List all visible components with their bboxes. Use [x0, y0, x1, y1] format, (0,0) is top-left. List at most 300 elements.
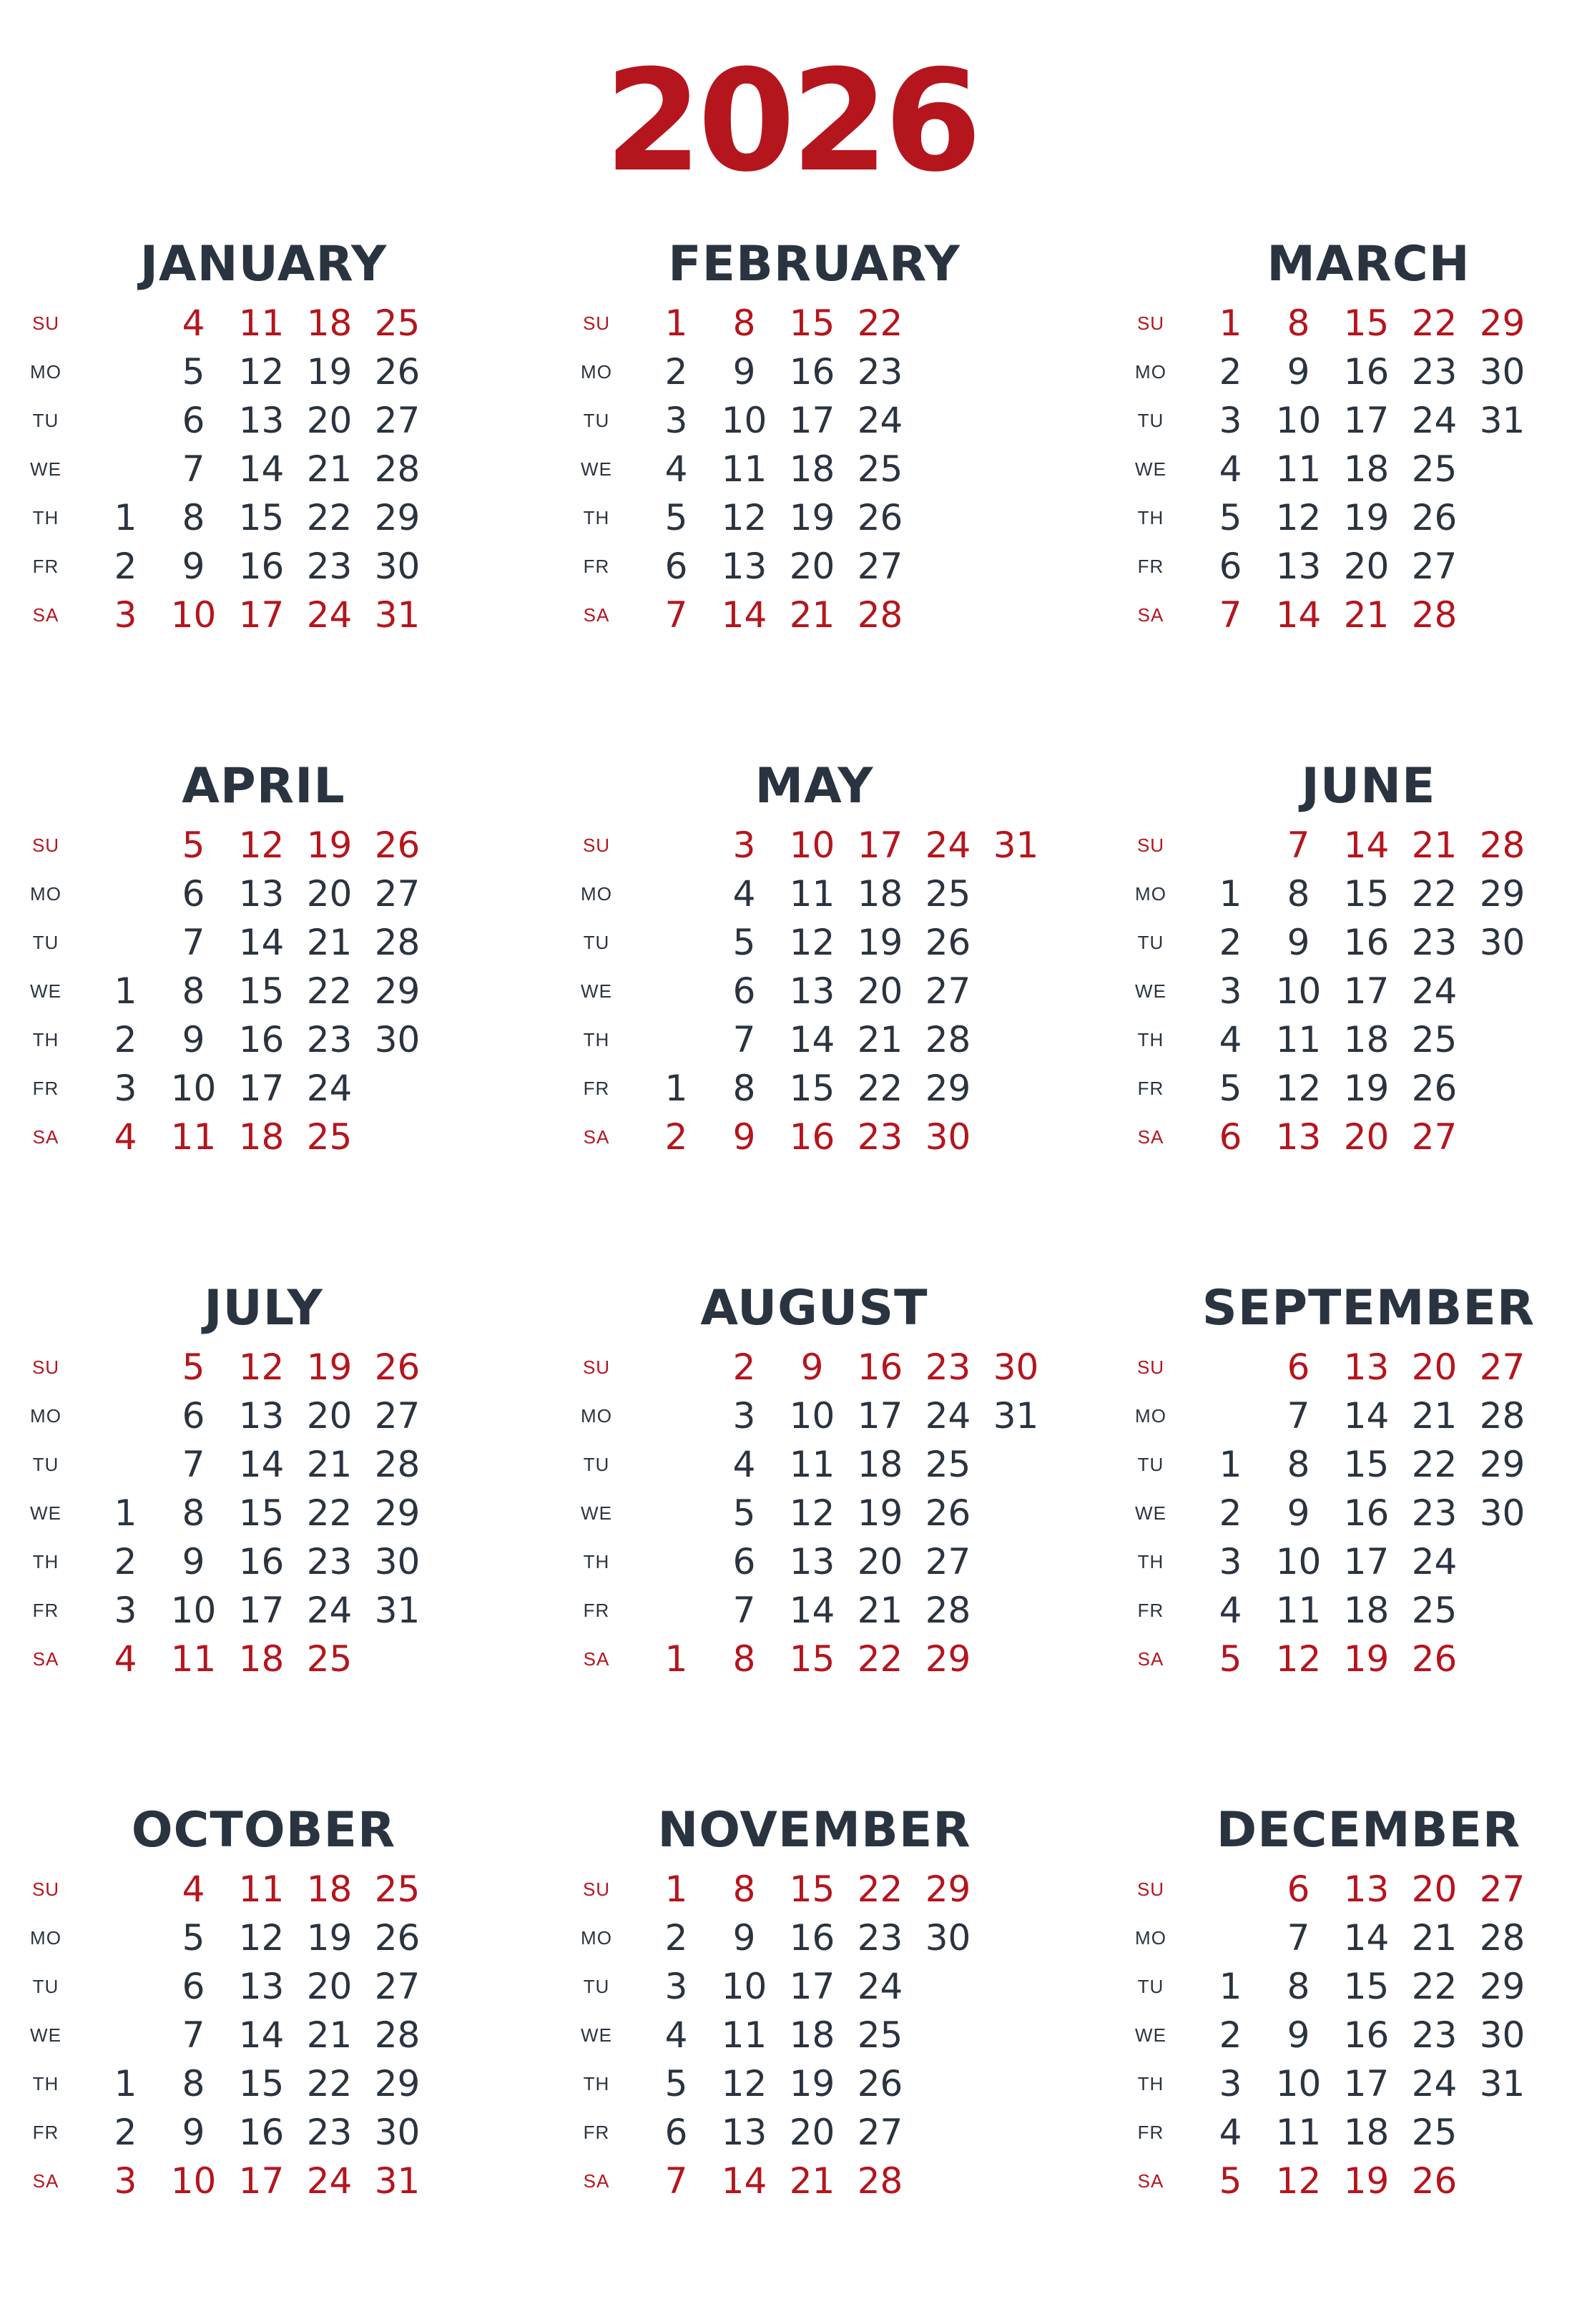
weekday-label: SA — [583, 2170, 610, 2192]
weekday-label: FR — [32, 2121, 59, 2143]
day-number: 10 — [1275, 1541, 1322, 1582]
day-number: 9 — [732, 1917, 756, 1959]
day-number: 20 — [1411, 1346, 1458, 1388]
day-number: 1 — [1219, 302, 1242, 344]
month-april — [0, 758, 527, 1280]
day-number: 24 — [857, 400, 903, 441]
day-number: 15 — [1343, 1444, 1390, 1485]
weekday-label: TH — [583, 506, 610, 528]
weekday-label: WE — [1135, 980, 1166, 1002]
day-number: 13 — [238, 1395, 285, 1437]
day-number: 29 — [925, 1868, 971, 1910]
day-number: 28 — [857, 2160, 903, 2202]
day-number: 19 — [857, 922, 903, 963]
day-number: 27 — [925, 1541, 971, 1582]
day-number: 8 — [1287, 302, 1310, 344]
day-number: 7 — [1287, 1917, 1310, 1959]
day-number: 14 — [1343, 1917, 1390, 1959]
day-number: 17 — [1343, 970, 1390, 1012]
weekday-label: SU — [582, 1356, 611, 1378]
day-number: 20 — [1343, 1116, 1390, 1158]
day-number: 25 — [1411, 448, 1458, 490]
day-number: 30 — [1479, 922, 1526, 963]
weekday-label: SA — [1137, 1648, 1164, 1670]
weekday-label: TU — [1137, 1453, 1164, 1475]
day-number: 21 — [306, 2014, 353, 2056]
day-number: 30 — [1479, 1492, 1526, 1534]
month-may — [551, 758, 1078, 1280]
month-days-grid — [551, 821, 1078, 1161]
weekday-label: SA — [1137, 1126, 1164, 1148]
weekday-label: FR — [1137, 555, 1164, 577]
day-number: 16 — [789, 351, 835, 393]
day-number: 24 — [306, 2160, 353, 2202]
month-august — [551, 1280, 1078, 1802]
day-number: 31 — [374, 594, 421, 636]
day-number: 26 — [1411, 1638, 1458, 1680]
day-number: 16 — [857, 1346, 903, 1388]
day-number: 3 — [114, 1068, 137, 1109]
day-number: 20 — [857, 970, 903, 1012]
day-number: 23 — [306, 2112, 353, 2153]
day-number: 18 — [238, 1116, 285, 1158]
day-number: 23 — [306, 1019, 353, 1060]
day-number: 15 — [1343, 873, 1390, 915]
day-number: 18 — [1343, 1590, 1390, 1631]
weekday-label: TU — [32, 1975, 59, 1997]
weekday-label: WE — [581, 2024, 612, 2046]
day-number: 10 — [170, 2160, 217, 2202]
day-number: 17 — [789, 400, 835, 441]
day-number: 4 — [114, 1116, 137, 1158]
day-number: 15 — [789, 302, 835, 344]
weekday-label: WE — [581, 980, 612, 1002]
day-number: 2 — [114, 1541, 137, 1582]
weekday-label: MO — [1135, 882, 1166, 905]
day-number: 7 — [664, 594, 688, 636]
day-number: 2 — [664, 1116, 688, 1158]
month-days-grid — [1105, 299, 1582, 639]
day-number: 4 — [182, 302, 205, 344]
month-name: NOVEMBER — [657, 1802, 971, 1858]
day-number: 20 — [1343, 546, 1390, 587]
weekday-label: FR — [583, 555, 610, 577]
day-number: 23 — [925, 1346, 971, 1388]
weekday-label: WE — [30, 2024, 62, 2046]
day-number: 27 — [374, 873, 421, 915]
day-number: 30 — [374, 2112, 421, 2153]
day-number: 28 — [925, 1019, 971, 1060]
month-days-grid — [1105, 1865, 1582, 2205]
day-number: 30 — [1479, 351, 1526, 393]
day-number: 23 — [1411, 922, 1458, 963]
weekday-label: TH — [32, 1028, 59, 1050]
day-number: 14 — [238, 2014, 285, 2056]
day-number: 15 — [789, 1638, 835, 1680]
day-number: 12 — [238, 1346, 285, 1388]
month-days-grid — [0, 299, 527, 639]
day-number: 2 — [664, 351, 688, 393]
day-number: 12 — [1275, 1638, 1322, 1680]
month-days-grid — [0, 1343, 527, 1683]
day-number: 3 — [1219, 970, 1242, 1012]
day-number: 26 — [925, 1492, 971, 1534]
day-number: 2 — [114, 546, 137, 587]
day-number: 30 — [925, 1116, 971, 1158]
day-number: 8 — [182, 497, 205, 538]
day-number: 21 — [789, 2160, 835, 2202]
day-number: 14 — [1343, 1395, 1390, 1437]
day-number: 10 — [789, 1395, 835, 1437]
day-number: 20 — [789, 2112, 835, 2153]
month-february — [551, 236, 1078, 758]
weekday-label: TH — [583, 1550, 610, 1572]
day-number: 19 — [306, 1917, 353, 1959]
day-number: 29 — [374, 2063, 421, 2104]
day-number: 16 — [1343, 1492, 1390, 1534]
day-number: 8 — [1287, 1966, 1310, 2007]
day-number: 24 — [925, 1395, 971, 1437]
day-number: 28 — [857, 594, 903, 636]
day-number: 6 — [182, 1395, 205, 1437]
day-number: 13 — [1275, 546, 1322, 587]
weekday-label: TH — [1137, 1550, 1164, 1572]
weekday-label: SU — [1136, 834, 1165, 856]
day-number: 31 — [374, 2160, 421, 2202]
day-number: 4 — [732, 873, 756, 915]
weekday-label: WE — [30, 458, 62, 480]
weekday-label: SU — [31, 312, 60, 334]
day-number: 26 — [374, 351, 421, 393]
day-number: 13 — [1343, 1868, 1390, 1910]
day-number: 24 — [1411, 970, 1458, 1012]
weekday-label: TU — [32, 1453, 59, 1475]
day-number: 11 — [721, 448, 767, 490]
month-days-grid — [0, 821, 527, 1161]
day-number: 7 — [182, 2014, 205, 2056]
day-number: 9 — [182, 1019, 205, 1060]
day-number: 27 — [857, 546, 903, 587]
day-number: 12 — [238, 1917, 285, 1959]
day-number: 19 — [789, 497, 835, 538]
month-december — [1105, 1802, 1582, 2324]
day-number: 16 — [789, 1917, 835, 1959]
day-number: 5 — [732, 1492, 756, 1534]
day-number: 14 — [789, 1590, 835, 1631]
weekday-label: MO — [581, 360, 612, 383]
day-number: 8 — [732, 302, 756, 344]
day-number: 25 — [374, 1868, 421, 1910]
day-number: 28 — [374, 922, 421, 963]
weekday-label: SA — [32, 1648, 59, 1670]
day-number: 30 — [374, 546, 421, 587]
day-number: 11 — [789, 1444, 835, 1485]
day-number: 26 — [374, 824, 421, 866]
day-number: 12 — [238, 351, 285, 393]
weekday-label: WE — [1135, 2024, 1166, 2046]
weekday-label: TH — [583, 1028, 610, 1050]
day-number: 8 — [1287, 873, 1310, 915]
day-number: 11 — [170, 1638, 217, 1680]
day-number: 7 — [182, 922, 205, 963]
day-number: 3 — [114, 594, 137, 636]
day-number: 16 — [789, 1116, 835, 1158]
day-number: 16 — [238, 2112, 285, 2153]
weekday-label: WE — [30, 1502, 62, 1524]
day-number: 1 — [1219, 1444, 1242, 1485]
day-number: 14 — [1275, 594, 1322, 636]
day-number: 8 — [1287, 1444, 1310, 1485]
day-number: 12 — [238, 824, 285, 866]
day-number: 1 — [664, 1068, 688, 1109]
day-number: 23 — [1411, 2014, 1458, 2056]
day-number: 21 — [857, 1019, 903, 1060]
day-number: 10 — [170, 1590, 217, 1631]
day-number: 22 — [857, 1638, 903, 1680]
day-number: 22 — [1411, 1444, 1458, 1485]
weekday-label: SU — [582, 312, 611, 334]
weekday-label: FR — [583, 2121, 610, 2143]
day-number: 20 — [306, 400, 353, 441]
weekday-label: FR — [32, 1077, 59, 1099]
day-number: 1 — [114, 1492, 137, 1534]
day-number: 2 — [1219, 2014, 1242, 2056]
day-number: 8 — [732, 1868, 756, 1910]
day-number: 8 — [732, 1068, 756, 1109]
day-number: 27 — [374, 1395, 421, 1437]
day-number: 26 — [374, 1917, 421, 1959]
day-number: 5 — [1219, 497, 1242, 538]
day-number: 14 — [789, 1019, 835, 1060]
weekday-label: WE — [30, 980, 62, 1002]
weekday-label: MO — [1135, 1926, 1166, 1949]
day-number: 18 — [238, 1638, 285, 1680]
day-number: 6 — [1219, 546, 1242, 587]
day-number: 3 — [1219, 400, 1242, 441]
day-number: 5 — [1219, 1068, 1242, 1109]
day-number: 1 — [664, 1868, 688, 1910]
day-number: 23 — [306, 546, 353, 587]
day-number: 13 — [238, 873, 285, 915]
day-number: 5 — [182, 351, 205, 393]
day-number: 22 — [857, 1868, 903, 1910]
weekday-label: FR — [583, 1599, 610, 1621]
month-name: SEPTEMBER — [1202, 1280, 1536, 1336]
day-number: 2 — [1219, 922, 1242, 963]
day-number: 15 — [238, 2063, 285, 2104]
day-number: 4 — [732, 1444, 756, 1485]
weekday-label: SU — [1136, 1878, 1165, 1900]
weekday-label: SU — [31, 1878, 60, 1900]
day-number: 10 — [170, 1068, 217, 1109]
day-number: 1 — [1219, 1966, 1242, 2007]
day-number: 17 — [857, 824, 903, 866]
day-number: 2 — [1219, 351, 1242, 393]
weekday-label: MO — [1135, 360, 1166, 383]
weekday-label: TU — [583, 409, 610, 431]
day-number: 21 — [1343, 594, 1390, 636]
day-number: 17 — [789, 1966, 835, 2007]
day-number: 7 — [664, 2160, 688, 2202]
day-number: 24 — [306, 1590, 353, 1631]
day-number: 15 — [238, 1492, 285, 1534]
day-number: 17 — [1343, 2063, 1390, 2104]
day-number: 9 — [182, 546, 205, 587]
day-number: 30 — [374, 1541, 421, 1582]
day-number: 21 — [1411, 824, 1458, 866]
day-number: 8 — [732, 1638, 756, 1680]
weekday-label: FR — [32, 1599, 59, 1621]
day-number: 17 — [238, 1068, 285, 1109]
day-number: 27 — [374, 1966, 421, 2007]
day-number: 25 — [1411, 1590, 1458, 1631]
day-number: 9 — [1287, 922, 1310, 963]
day-number: 11 — [1275, 2112, 1322, 2153]
day-number: 3 — [664, 400, 688, 441]
day-number: 18 — [857, 1444, 903, 1485]
day-number: 2 — [664, 1917, 688, 1959]
day-number: 10 — [789, 824, 835, 866]
day-number: 27 — [1411, 1116, 1458, 1158]
day-number: 19 — [306, 1346, 353, 1388]
day-number: 14 — [238, 922, 285, 963]
weekday-label: FR — [1137, 2121, 1164, 2143]
day-number: 23 — [306, 1541, 353, 1582]
day-number: 24 — [1411, 2063, 1458, 2104]
month-name: MARCH — [1267, 236, 1470, 292]
day-number: 19 — [1343, 1638, 1390, 1680]
month-days-grid — [1105, 1343, 1582, 1683]
day-number: 10 — [1275, 970, 1322, 1012]
day-number: 11 — [1275, 448, 1322, 490]
weekday-label: WE — [1135, 458, 1166, 480]
month-june — [1105, 758, 1582, 1280]
day-number: 28 — [374, 2014, 421, 2056]
weekday-label: SU — [582, 1878, 611, 1900]
weekday-label: TH — [32, 506, 59, 528]
day-number: 21 — [857, 1590, 903, 1631]
weekday-label: WE — [1135, 1502, 1166, 1524]
weekday-label: TU — [32, 409, 59, 431]
day-number: 10 — [1275, 2063, 1322, 2104]
day-number: 30 — [993, 1346, 1039, 1388]
day-number: 29 — [374, 497, 421, 538]
day-number: 19 — [857, 1492, 903, 1534]
day-number: 13 — [238, 400, 285, 441]
day-number: 28 — [1479, 1917, 1526, 1959]
year-title: 2026 — [604, 40, 978, 203]
day-number: 15 — [1343, 1966, 1390, 2007]
day-number: 28 — [374, 1444, 421, 1485]
day-number: 16 — [1343, 351, 1390, 393]
day-number: 17 — [238, 594, 285, 636]
weekday-label: WE — [581, 1502, 612, 1524]
weekday-label: SA — [583, 604, 610, 626]
day-number: 30 — [1479, 2014, 1526, 2056]
day-number: 5 — [1219, 2160, 1242, 2202]
day-number: 31 — [1479, 400, 1526, 441]
month-november — [551, 1802, 1078, 2324]
day-number: 27 — [1479, 1868, 1526, 1910]
day-number: 18 — [857, 873, 903, 915]
day-number: 13 — [721, 546, 767, 587]
weekday-label: SU — [31, 1356, 60, 1378]
day-number: 19 — [306, 824, 353, 866]
day-number: 25 — [925, 1444, 971, 1485]
day-number: 31 — [374, 1590, 421, 1631]
day-number: 24 — [1411, 1541, 1458, 1582]
day-number: 10 — [170, 594, 217, 636]
day-number: 26 — [374, 1346, 421, 1388]
day-number: 3 — [664, 1966, 688, 2007]
weekday-label: TU — [583, 1453, 610, 1475]
month-days-grid — [551, 1865, 1078, 2205]
day-number: 21 — [306, 1444, 353, 1485]
day-number: 6 — [182, 1966, 205, 2007]
day-number: 8 — [182, 1492, 205, 1534]
day-number: 26 — [1411, 2160, 1458, 2202]
day-number: 18 — [306, 302, 353, 344]
day-number: 11 — [238, 1868, 285, 1910]
day-number: 6 — [182, 400, 205, 441]
day-number: 22 — [857, 1068, 903, 1109]
day-number: 25 — [306, 1116, 353, 1158]
day-number: 27 — [1411, 546, 1458, 587]
day-number: 15 — [238, 970, 285, 1012]
day-number: 23 — [857, 351, 903, 393]
day-number: 2 — [114, 1019, 137, 1060]
day-number: 1 — [114, 497, 137, 538]
month-march — [1105, 236, 1582, 758]
day-number: 8 — [182, 970, 205, 1012]
day-number: 2 — [732, 1346, 756, 1388]
day-number: 27 — [374, 400, 421, 441]
month-name: FEBRUARY — [668, 236, 960, 292]
day-number: 27 — [1479, 1346, 1526, 1388]
day-number: 21 — [1411, 1917, 1458, 1959]
month-name: MAY — [755, 758, 874, 814]
day-number: 31 — [1479, 2063, 1526, 2104]
weekday-label: FR — [32, 555, 59, 577]
day-number: 22 — [306, 1492, 353, 1534]
day-number: 7 — [1219, 594, 1242, 636]
day-number: 26 — [1411, 497, 1458, 538]
day-number: 28 — [925, 1590, 971, 1631]
day-number: 16 — [238, 546, 285, 587]
day-number: 27 — [925, 970, 971, 1012]
day-number: 4 — [1219, 1590, 1242, 1631]
day-number: 29 — [1479, 302, 1526, 344]
day-number: 7 — [1287, 824, 1310, 866]
month-name: APRIL — [182, 758, 345, 814]
day-number: 25 — [857, 448, 903, 490]
day-number: 11 — [721, 2014, 767, 2056]
day-number: 17 — [238, 1590, 285, 1631]
day-number: 4 — [1219, 448, 1242, 490]
day-number: 10 — [721, 1966, 767, 2007]
day-number: 25 — [1411, 1019, 1458, 1060]
weekday-label: MO — [30, 1404, 62, 1427]
weekday-label: TU — [1137, 409, 1164, 431]
day-number: 12 — [1275, 497, 1322, 538]
month-september — [1105, 1280, 1582, 1802]
weekday-label: WE — [581, 458, 612, 480]
day-number: 19 — [1343, 1068, 1390, 1109]
day-number: 13 — [789, 970, 835, 1012]
day-number: 18 — [789, 448, 835, 490]
day-number: 4 — [1219, 2112, 1242, 2153]
day-number: 18 — [1343, 448, 1390, 490]
